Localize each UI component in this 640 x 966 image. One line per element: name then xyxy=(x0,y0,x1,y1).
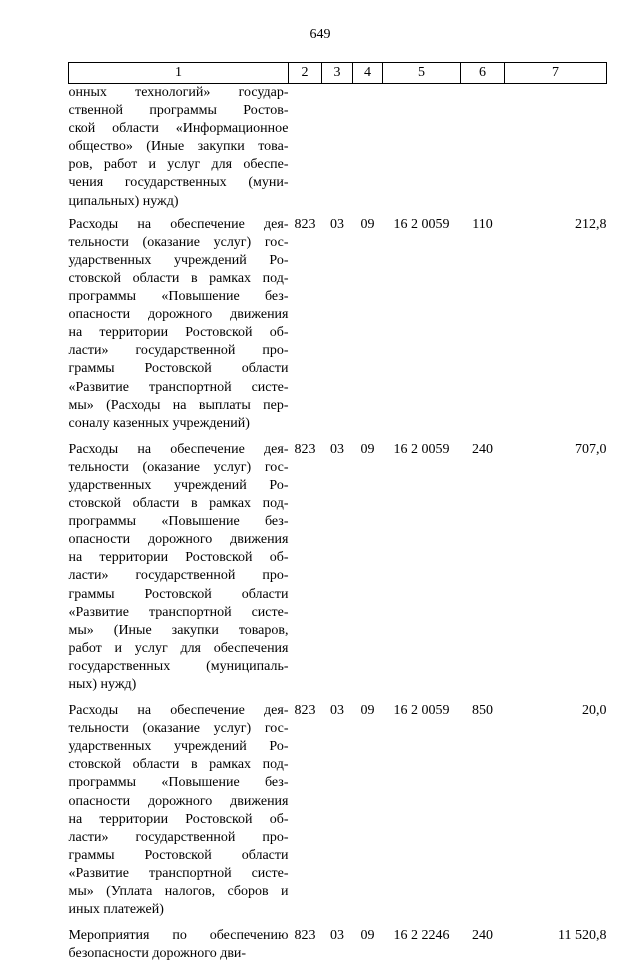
table-header-row xyxy=(69,63,607,84)
amount-cell: 212,8 xyxy=(575,216,607,232)
row-description xyxy=(69,211,289,436)
table-row xyxy=(69,697,607,922)
description-line: на территории Ростовской об- xyxy=(68,811,289,827)
expense-type-cell: 240 xyxy=(472,928,493,944)
target-article-cell: 16 2 0059 xyxy=(393,216,450,232)
description-line: Расходы на обеспечение дея- xyxy=(68,703,289,719)
row-description xyxy=(69,922,289,966)
target-article-cell xyxy=(383,84,461,211)
column-header: 6 xyxy=(461,63,505,84)
description-line: «Развитие транспортной систе- xyxy=(68,379,289,395)
budget-table xyxy=(68,62,607,966)
description-line: ударственных учреждений Ро- xyxy=(68,252,289,268)
section-code-cell xyxy=(322,84,353,211)
section-code-cell: 03 xyxy=(330,703,344,719)
description-line: тельности (оказание услуг) гос- xyxy=(68,234,289,250)
description-line: государственных (муниципаль- xyxy=(68,658,289,674)
description-line: Мероприятия по обеспечению xyxy=(68,928,289,944)
section-code-cell: 03 xyxy=(330,928,344,944)
subsection-code-cell xyxy=(353,84,383,211)
amount-cell: 707,0 xyxy=(575,441,607,457)
description-line: тельности (оказание услуг) гос- xyxy=(68,459,289,475)
description-line: «Развитие транспортной систе- xyxy=(68,604,289,620)
description-line: онных технологий» государ- xyxy=(68,85,289,100)
description-line: работ и услуг для обеспечения xyxy=(68,640,289,656)
target-article-cell: 16 2 0059 xyxy=(393,703,450,719)
description-line: Расходы на обеспечение дея- xyxy=(68,216,289,232)
description-line: безопасности дорожного дви- xyxy=(68,946,247,962)
ministry-code-cell: 823 xyxy=(294,928,316,944)
ministry-code-cell: 823 xyxy=(294,441,316,457)
description-line: Расходы на обеспечение дея- xyxy=(68,441,289,457)
table-row xyxy=(69,922,607,966)
table-row xyxy=(69,211,607,436)
description-line: общество» (Иные закупки това- xyxy=(68,139,289,155)
description-line: на территории Ростовской об- xyxy=(68,325,289,341)
description-line: ударственных учреждений Ро- xyxy=(68,739,289,755)
section-code-cell: 03 xyxy=(330,216,344,232)
expense-type-cell: 850 xyxy=(472,703,493,719)
description-line: ласти» государственной про- xyxy=(68,829,289,845)
description-line: программы «Повышение без- xyxy=(68,775,289,791)
description-line: граммы Ростовской области xyxy=(68,847,289,863)
subsection-code-cell: 09 xyxy=(360,216,375,232)
description-line: ров, работ и услуг для обеспе- xyxy=(68,157,289,173)
description-line: ласти» государственной про- xyxy=(68,343,289,359)
expense-type-cell xyxy=(461,84,505,211)
description-line: ласти» государственной про- xyxy=(68,568,289,584)
table-row xyxy=(69,84,607,211)
ministry-code-cell: 823 xyxy=(294,216,316,232)
description-line: «Развитие транспортной систе- xyxy=(68,865,289,881)
amount-cell: 20,0 xyxy=(582,703,607,719)
description-line: иных платежей) xyxy=(68,902,164,918)
amount-cell: 11 520,8 xyxy=(558,928,607,944)
ministry-code-cell xyxy=(289,84,322,211)
section-code-cell: 03 xyxy=(330,441,344,457)
ministry-code-cell: 823 xyxy=(294,703,316,719)
column-header: 1 xyxy=(69,63,289,84)
description-line: мы» (Расходы на выплаты пер- xyxy=(68,397,289,413)
column-header: 3 xyxy=(322,63,353,84)
page-number: 649 xyxy=(309,27,331,42)
description-line: программы «Повышение без- xyxy=(68,514,289,530)
description-line: соналу казенных учреждений) xyxy=(68,415,250,431)
description-line: опасности дорожного движения xyxy=(68,532,289,548)
subsection-code-cell: 09 xyxy=(360,703,375,719)
description-line: ской области «Информационное xyxy=(68,121,289,137)
description-line: стовской области в рамках под- xyxy=(68,757,289,773)
description-line: граммы Ростовской области xyxy=(68,586,289,602)
row-description xyxy=(69,436,289,697)
table-row xyxy=(69,436,607,697)
target-article-cell: 16 2 0059 xyxy=(393,441,450,457)
description-line: стовской области в рамках под- xyxy=(68,270,289,286)
subsection-code-cell: 09 xyxy=(360,441,375,457)
description-line: опасности дорожного движения xyxy=(68,793,289,809)
description-line: мы» (Иные закупки товаров, xyxy=(68,622,289,638)
description-line: программы «Повышение без- xyxy=(68,289,289,305)
description-line: чения государственных (муни- xyxy=(68,175,289,191)
description-line: граммы Ростовской области xyxy=(68,361,289,377)
description-line: ципальных) нужд) xyxy=(68,193,179,209)
amount-cell xyxy=(505,84,607,211)
column-header: 2 xyxy=(289,63,322,84)
row-description xyxy=(69,84,289,211)
expense-type-cell: 240 xyxy=(472,441,493,457)
column-header: 7 xyxy=(505,63,607,84)
description-line: ных) нужд) xyxy=(68,677,137,692)
column-header: 5 xyxy=(383,63,461,84)
row-description xyxy=(69,697,289,922)
expense-type-cell: 110 xyxy=(472,216,493,232)
description-line: ударственных учреждений Ро- xyxy=(68,477,289,493)
description-line: ственной программы Ростов- xyxy=(68,103,289,119)
description-line: опасности дорожного движения xyxy=(68,307,289,323)
description-line: тельности (оказание услуг) гос- xyxy=(68,721,289,737)
description-line: на территории Ростовской об- xyxy=(68,550,289,566)
column-header: 4 xyxy=(353,63,383,84)
subsection-code-cell: 09 xyxy=(360,928,375,944)
target-article-cell: 16 2 2246 xyxy=(393,928,450,944)
description-line: стовской области в рамках под- xyxy=(68,496,289,512)
description-line: мы» (Уплата налогов, сборов и xyxy=(68,884,289,900)
